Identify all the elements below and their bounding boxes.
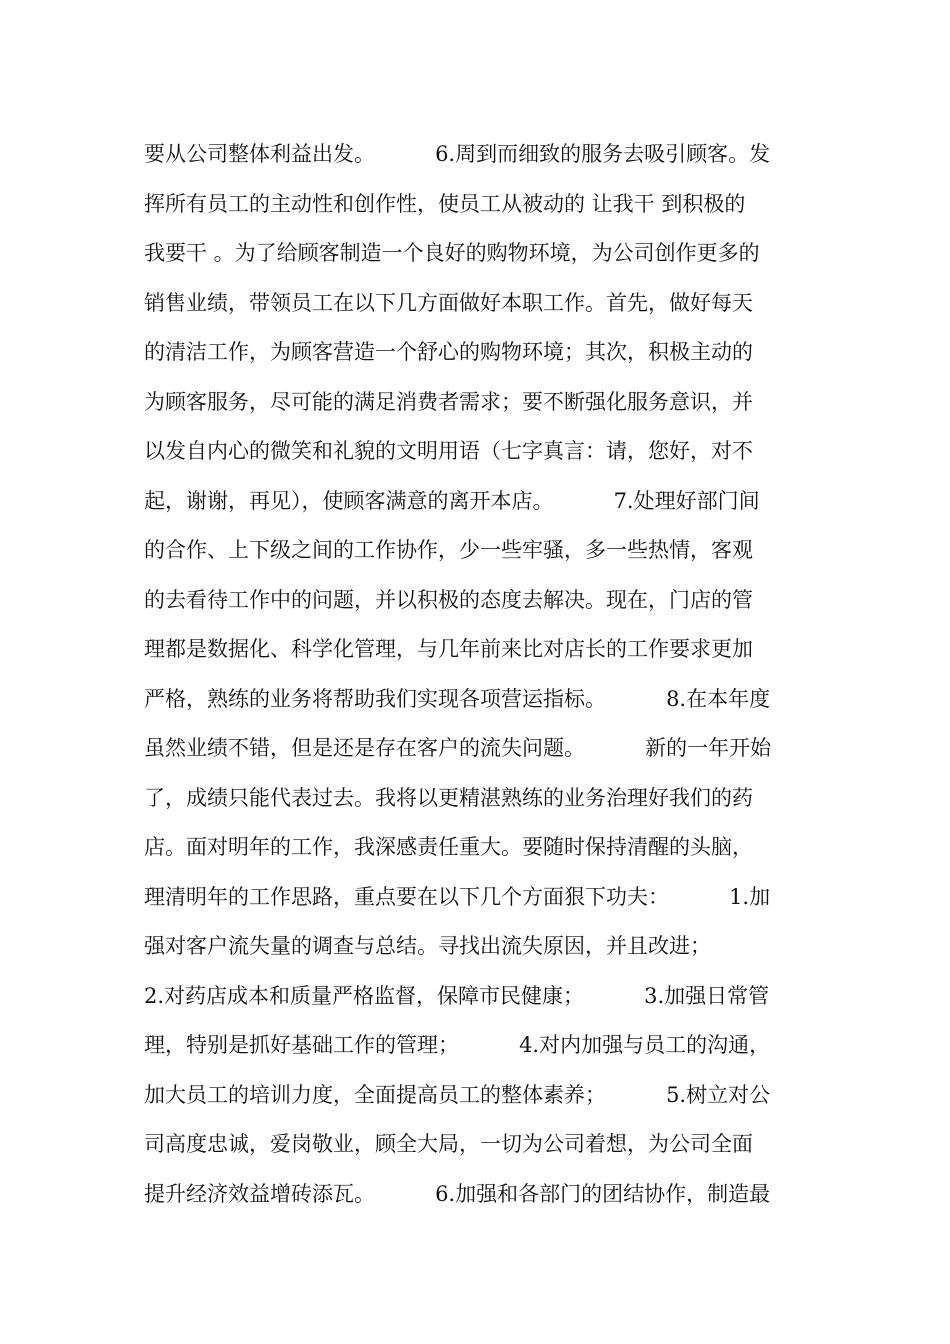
text-line: 理都是数据化、科学化管理，与几年前来比对店长的工作要求更加 — [144, 637, 753, 661]
text-line: 2.对药店成本和质量严格监督，保障市民健康； 3.加强日常管 — [144, 983, 770, 1008]
text-line: 为顾客服务，尽可能的满足消费者需求；要不断强化服务意识，并 — [144, 389, 753, 414]
document-body — [144, 130, 808, 1219]
text-line: 提升经济效益增砖添瓦。 6.加强和各部门的团结协作，制造最 — [144, 1181, 771, 1206]
text-line: 强对客户流失量的调查与总结。寻找出流失原因，并且改进； — [144, 934, 711, 958]
text-line: 理清明年的工作思路，重点要在以下几个方面狠下功夫： 1.加 — [144, 884, 771, 909]
text-line: 的合作、上下级之间的工作协作，少一些牢骚，多一些热情，客观 — [144, 538, 753, 562]
text-line: 虽然业绩不错，但是还是存在客户的流失问题。 新的一年开始 — [144, 736, 772, 760]
text-line: 严格，熟练的业务将帮助我们实现各项营运指标。 8.在本年度 — [144, 686, 771, 711]
text-line: 挥所有员工的主动性和创作性，使员工从被动的 让我干 到积极的 — [144, 191, 746, 216]
text-line: 以发自内心的微笑和礼貌的文明用语（七字真言：请，您好，对不 — [144, 439, 753, 463]
text-line: 的清洁工作，为顾客营造一个舒心的购物环境；其次，积极主动的 — [144, 340, 753, 364]
text-line: 司高度忠诚，爱岗敬业，顾全大局，一切为公司着想，为公司全面 — [144, 1132, 753, 1156]
text-line: 要从公司整体利益出发。 6.周到而细致的服务去吸引顾客。发 — [144, 142, 771, 166]
text-line: 的去看待工作中的问题，并以积极的态度去解决。现在，门店的管 — [144, 587, 753, 612]
text-line: 了，成绩只能代表过去。我将以更精湛熟练的业务治理好我们的药 — [144, 785, 753, 810]
text-line: 理，特别是抓好基础工作的管理； 4.对内加强与员工的沟通， — [144, 1033, 771, 1057]
text-line: 起，谢谢，再见），使顾客满意的离开本店。 7.处理好部门间 — [144, 488, 760, 513]
text-line: 加大员工的培训力度，全面提高员工的整体素养； 5.树立对公 — [144, 1082, 771, 1107]
text-line: 销售业绩，带领员工在以下几方面做好本职工作。首先，做好每天 — [144, 290, 753, 315]
text-line: 我要干 。为了给顾客制造一个良好的购物环境，为公司创作更多的 — [144, 241, 760, 265]
text-line: 店。面对明年的工作，我深感责任重大。要随时保持清醒的头脑， — [144, 835, 753, 859]
